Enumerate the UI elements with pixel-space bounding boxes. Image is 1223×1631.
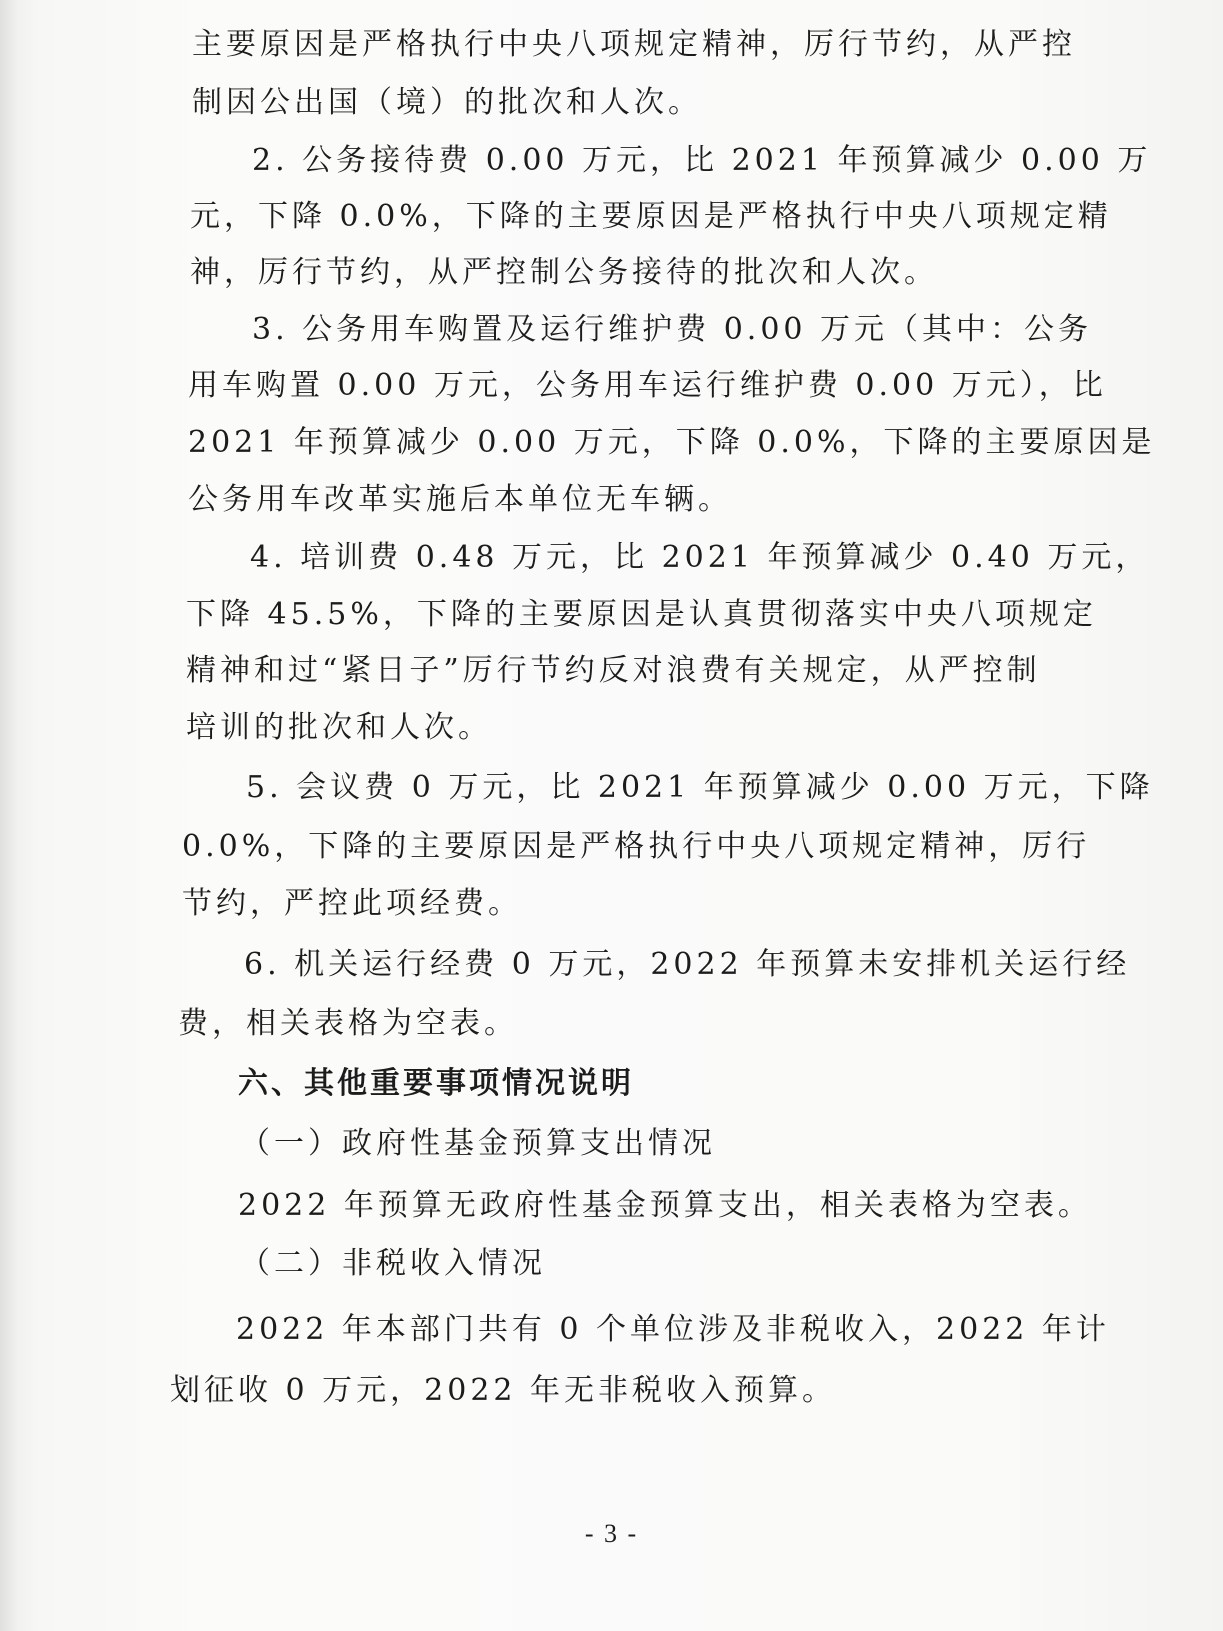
page-number: - 3 - <box>584 1519 639 1548</box>
text-line-8: 2021 年预算减少 0.00 万元，下降 0.0%，下降的主要原因是 <box>188 425 1156 460</box>
text-line-16: 节约，严控此项经费。 <box>182 886 522 921</box>
text-line-17: 6. 机关运行经费 0 万元，2022 年预算未安排机关运行经 <box>244 947 1131 982</box>
text-line-21: 2022 年预算无政府性基金预算支出，相关表格为空表。 <box>238 1188 1092 1223</box>
text-line-6: 3. 公务用车购置及运行维护费 0.00 万元（其中：公务 <box>252 312 1093 347</box>
page-edge-shadow <box>0 0 18 1631</box>
text-line-13: 培训的批次和人次。 <box>186 710 492 745</box>
text-line-15: 0.0%，下降的主要原因是严格执行中央八项规定精神，厉行 <box>182 829 1091 864</box>
text-line-2: 制因公出国（境）的批次和人次。 <box>192 85 702 120</box>
text-line-1: 主要原因是严格执行中央八项规定精神，厉行节约，从严控 <box>192 27 1076 62</box>
text-line-24: 划征收 0 万元，2022 年无非税收入预算。 <box>170 1373 837 1408</box>
text-line-11: 下降 45.5%，下降的主要原因是认真贯彻落实中央八项规定 <box>186 597 1097 632</box>
text-line-14: 5. 会议费 0 万元，比 2021 年预算减少 0.00 万元，下降 <box>246 770 1154 805</box>
text-line-3: 2. 公务接待费 0.00 万元，比 2021 年预算减少 0.00 万 <box>252 143 1152 178</box>
text-line-18: 费，相关表格为空表。 <box>178 1006 518 1041</box>
text-line-9: 公务用车改革实施后本单位无车辆。 <box>188 482 732 517</box>
text-line-5: 神，厉行节约，从严控制公务接待的批次和人次。 <box>190 255 938 290</box>
text-line-23: 2022 年本部门共有 0 个单位涉及非税收入，2022 年计 <box>236 1312 1110 1347</box>
text-line-4: 元，下降 0.0%，下降的主要原因是严格执行中央八项规定精 <box>190 199 1112 234</box>
text-line-7: 用车购置 0.00 万元，公务用车运行维护费 0.00 万元），比 <box>188 368 1107 403</box>
subsection-heading-2: （二）非税收入情况 <box>240 1246 546 1281</box>
text-line-10: 4. 培训费 0.48 万元，比 2021 年预算减少 0.40 万元， <box>250 540 1150 575</box>
subsection-heading-1: （一）政府性基金预算支出情况 <box>240 1126 716 1161</box>
text-line-12: 精神和过“紧日子”厉行节约反对浪费有关规定，从严控制 <box>186 653 1041 688</box>
section-heading-6: 六、其他重要事项情况说明 <box>238 1066 634 1101</box>
